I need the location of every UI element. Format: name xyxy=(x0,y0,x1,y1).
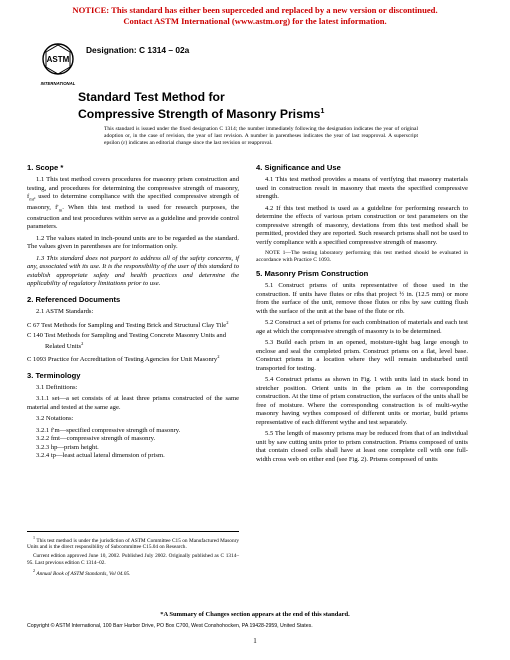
paragraph-4-2: 4.2 If this test method is used as a guideline for performing research to determine the effects of various prism construction or test parameters on the compressive strength of masonry, deviations from this test method shall be permitted, provided they are reported. Such research prisms shall not be used to verify compliance with a specified compressive strength of masonry. xyxy=(256,204,468,246)
paragraph-3-1: 3.1 Definitions: xyxy=(36,383,78,391)
notice-line-1: NOTICE: This standard has either been superceded and replaced by a new version or discontinued. xyxy=(72,5,438,15)
title-line-1: Standard Test Method for xyxy=(78,90,225,104)
paragraph-1-1: 1.1 This test method covers procedures for masonry prism construction and testing, and procedures for determining the compressive strength of masonry, $f_{mt}$, used to determine compliance with the specified compressive strength of masonry, $f'_m$. When this test method is used for research purposes, the construction and test procedures within serve as a guideline and provide control parameters. xyxy=(27,176,240,231)
designation: Designation: C 1314 – 02a xyxy=(86,45,190,55)
notation-item: 3.2.2 fmt—compressive strength of masonry. xyxy=(36,435,156,443)
title-footnote-ref: 1 xyxy=(320,107,325,115)
notice-line-2: Contact ASTM International (www.astm.org) for the latest information. xyxy=(123,15,387,26)
issuance-notice: This standard is issued under the fixed designation C 1314; the number immediately following the designation indicates the year of original adoption or, in the case of revision, the year of last revision. A number in parentheses indicates the year of last reapproval. A superscript epsilon (ε) indicates an editorial change since the last revision or reapproval. xyxy=(104,126,418,146)
reference-item: C 140 Test Methods for Sampling and Testing Concrete Masonry Units and Related Units$^2$ xyxy=(27,331,227,351)
page-number: 1 xyxy=(253,637,257,645)
paragraph-5-4: 5.4 Construct prisms as shown in Fig. 1 with units laid in stack bond in stretcher position. Orient units in the prism as in the corresponding construction. At the time of prism construction, the surfaces of the units shall be free of moisture. Where the corresponding construction is of multi-wythe masonry having wythes composed of different units or mortar, build prisms representative of each different wythe and test separately. xyxy=(256,376,468,426)
paragraph-1-3: 1.3 This standard does not purport to address all of the safety concerns, if any, associated with its use. It is the responsibility of the user of this standard to establish appropriate safety and health practices and determine the applicability of regulatory limitations prior to use. xyxy=(27,254,239,288)
notation-item: 3.2.3 hp—prism height. xyxy=(36,443,99,451)
reference-item: C 67 Test Methods for Sampling and Testing Brick and Structural Clay Tile$^2$ xyxy=(27,320,229,330)
paragraph-3-1-1: 3.1.1 set—a set consists of at least three prisms constructed of the same material and tested at the same age. xyxy=(27,395,239,411)
page-title xyxy=(78,90,324,121)
section-heading-referenced-documents: 2. Referenced Documents xyxy=(27,294,121,304)
paragraph-5-3: 5.3 Build each prism in an opened, moisture-tight bag large enough to enclose and seal the completed prism. Construct prisms on a flat, level base. Construct prisms in a location where they will remain undisturbed until transported for testing. xyxy=(256,339,468,372)
title-line-2: Compressive Strength of Masonry Prisms xyxy=(78,106,321,121)
section-heading-scope: 1. Scope * xyxy=(27,163,64,172)
note-1: NOTE 1—The testing laboratory performing this test method should be evaluated in accordance with Practice C 1093. xyxy=(256,250,468,263)
notation-item: 3.2.4 tp—least actual lateral dimension of prism. xyxy=(36,452,165,460)
section-heading-prism-construction: 5. Masonry Prism Construction xyxy=(256,269,369,278)
paragraph-1-2: 1.2 The values stated in inch-pound units are to be regarded as the standard. The values given in parentheses are for information only. xyxy=(27,234,239,251)
summary-of-changes-note: *A Summary of Changes section appears at the end of this standard. xyxy=(160,611,350,618)
paragraph-5-2: 5.2 Construct a set of prisms for each combination of materials and each test age at which the compressive strength of masonry is to be determined. xyxy=(256,319,468,335)
section-heading-significance: 4. Significance and Use xyxy=(256,163,341,172)
paragraph-3-2: 3.2 Notations: xyxy=(36,415,74,423)
astm-logo-icon xyxy=(38,40,78,90)
paragraph-5-1: 5.1 Construct prisms of units representative of those used in the construction. If units have flutes or ribs that project ½ in. (12.5 mm) or more from the surface of the unit, remove those flutes or ribs by saw cutting flush with the surface of the unit at the base of the flute or rib. xyxy=(256,282,468,315)
logo-text: INTERNATIONAL xyxy=(40,81,76,86)
notation-item: 3.2.1 f′m—specified compressive strength of masonry. xyxy=(36,426,181,434)
notice-banner xyxy=(0,5,510,26)
footnote-2: $^2$ Annual Book of ASTM Standards, Vol 04.05. xyxy=(33,568,131,577)
copyright-line: Copyright © ASTM International, 100 Barr Harbor Drive, PO Box C700, West Conshohocken, PA 19428-2959, United States. xyxy=(27,623,313,629)
right-column xyxy=(256,163,468,467)
footnotes xyxy=(27,531,239,580)
paragraph-2-1: 2.1 ASTM Standards: xyxy=(36,307,94,315)
footnote-1: $^1$ This test method is under the jurisdiction of ASTM Committee C15 on Manufactured Masonry Units and is the direct responsibility of Subcommittee C15.04 on Research. xyxy=(27,535,240,551)
paragraph-5-5: 5.5 The length of masonry prisms may be reduced from that of an individual unit by saw cutting units prior to prism construction. Prisms composed of units that contain closed cells shall have at least one complete cell with one full-width cross web on either end (see Fig. 2). Prisms composed of units xyxy=(256,430,468,463)
footnote-1-edition: Current edition approved June 10, 2002. Published July 2002. Originally published as C 1314–95. Last previous edition C 1314–02. xyxy=(27,552,239,566)
section-heading-terminology: 3. Terminology xyxy=(27,370,81,380)
reference-item: C 1093 Practice for Accreditation of Testing Agencies for Unit Masonry$^2$ xyxy=(27,354,220,364)
paragraph-4-1: 4.1 This test method provides a means of verifying that masonry materials used in construction result in masonry that meets the specified compressive strength. xyxy=(256,176,468,200)
svg-text:ASTM: ASTM xyxy=(46,55,70,64)
left-column xyxy=(27,163,239,461)
